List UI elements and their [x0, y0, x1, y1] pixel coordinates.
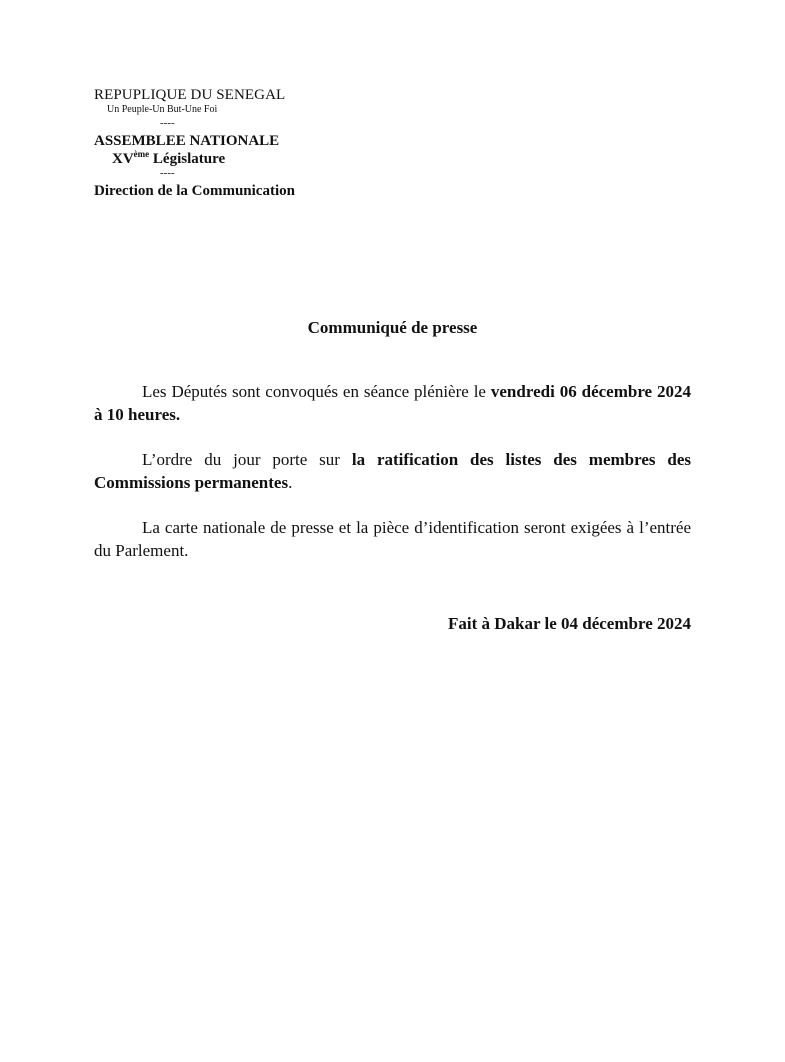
- paragraph-text: Les Députés sont convoqués en séance plénière le: [142, 382, 491, 401]
- legislature-numeral: XV: [112, 151, 134, 167]
- paragraph-date-time: vendredi 06 décembre 2024 à 10 heures.: [94, 382, 692, 424]
- national-motto: Un Peuple-Un But-Une Foi: [107, 104, 218, 115]
- legislature-superscript: ème: [133, 149, 150, 159]
- paragraph-agenda: [94, 448, 691, 494]
- signature-line: Fait à Dakar le 04 décembre 2024: [448, 614, 691, 633]
- republic-name: REPUPLIQUE DU SENEGAL: [94, 87, 286, 103]
- separator: ----: [160, 117, 175, 129]
- letterhead: [94, 86, 354, 200]
- document-title: Communiqué de presse: [307, 318, 478, 337]
- direction-name: Direction de la Communication: [94, 183, 295, 199]
- legislature-label: [112, 150, 354, 168]
- assembly-name: ASSEMBLEE NATIONALE: [94, 133, 280, 149]
- legislature-word: Législature: [149, 151, 226, 167]
- paragraph-agenda-item: la ratification des listes des membres des Commissions permanentes: [94, 450, 691, 492]
- paragraph-requirements: [94, 516, 691, 562]
- document-body: [94, 380, 691, 584]
- paragraph-end: .: [288, 473, 293, 492]
- separator: ----: [160, 167, 175, 179]
- paragraph-text: La carte nationale de presse et la pièce d’identification seront exigées à l’entrée du Parlement.: [94, 518, 691, 560]
- paragraph-text: L’ordre du jour porte sur: [142, 450, 352, 469]
- paragraph-convocation: [94, 380, 691, 426]
